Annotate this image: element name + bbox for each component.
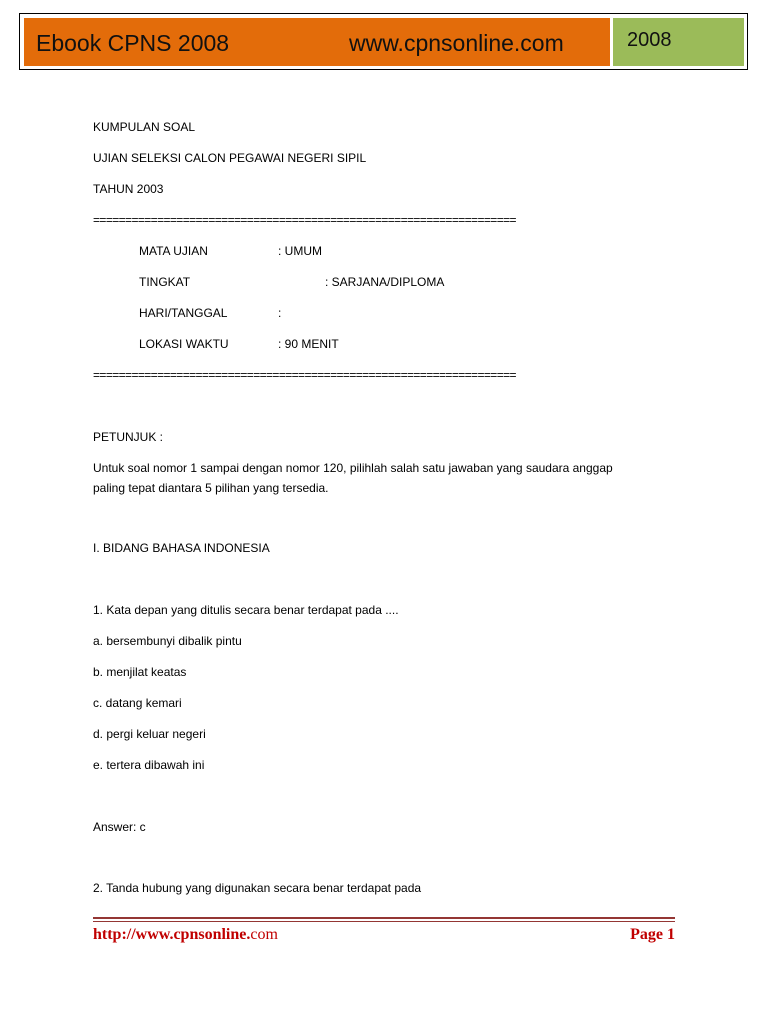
footer-url-link[interactable]	[93, 926, 278, 944]
footer-url-suffix: com	[250, 926, 278, 943]
info-label: HARI/TANGGAL	[139, 306, 228, 320]
info-label: MATA UJIAN	[139, 244, 208, 258]
info-value: :	[278, 306, 282, 320]
info-label: TINGKAT	[139, 275, 191, 289]
instructions-text: paling tepat diantara 5 pilihan yang tersedia.	[93, 481, 329, 495]
info-value: : 90 MENIT	[278, 337, 339, 351]
question-2: 2. Tanda hubung yang digunakan secara benar terdapat pada	[93, 881, 422, 895]
question-1: 1. Kata depan yang ditulis secara benar terdapat pada ....	[93, 603, 399, 617]
page-number: Page 1	[630, 926, 675, 943]
footer-rule	[93, 917, 675, 919]
footer-url-bold: http://www.cpnsonline.	[93, 926, 251, 943]
separator-bottom: ==================================================================	[93, 368, 516, 382]
instructions-text: Untuk soal nomor 1 sampai dengan nomor 120, pilihlah salah satu jawaban yang saudara anggap	[93, 461, 613, 475]
doc-heading-3: TAHUN 2003	[93, 182, 164, 196]
info-value: : UMUM	[278, 244, 322, 258]
header-orange-panel	[24, 18, 610, 66]
separator-top: ==================================================================	[93, 213, 516, 227]
instructions-label: PETUNJUK :	[93, 430, 164, 444]
option: e. tertera dibawah ini	[93, 758, 205, 772]
section-heading: I. BIDANG BAHASA INDONESIA	[93, 541, 270, 555]
option: d. pergi keluar negeri	[93, 727, 206, 741]
header-url: www.cpnsonline.com	[349, 30, 564, 56]
header-banner	[19, 13, 748, 70]
info-label: LOKASI WAKTU	[139, 337, 229, 351]
header-title: Ebook CPNS 2008	[36, 30, 230, 56]
doc-heading-1: KUMPULAN SOAL	[93, 120, 196, 134]
header-year: 2008	[627, 29, 672, 51]
answer-text: Answer: c	[93, 820, 146, 834]
footer-rule	[93, 921, 675, 922]
option: a. bersembunyi dibalik pintu	[93, 634, 242, 648]
header-green-panel	[613, 18, 744, 66]
option: c. datang kemari	[93, 696, 182, 710]
option: b. menjilat keatas	[93, 665, 187, 679]
info-value: : SARJANA/DIPLOMA	[325, 275, 445, 289]
doc-heading-2: UJIAN SELEKSI CALON PEGAWAI NEGERI SIPIL	[93, 151, 367, 165]
